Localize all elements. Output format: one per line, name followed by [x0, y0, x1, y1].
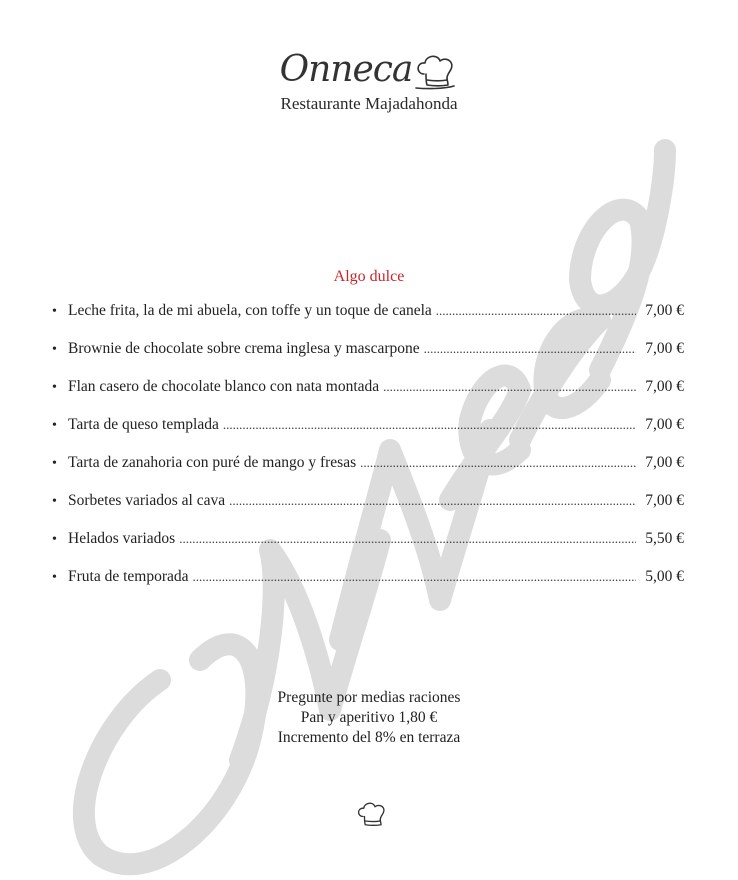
bullet-icon: • — [52, 342, 57, 357]
menu-item-price: 7,00 € — [645, 416, 684, 433]
dot-leader — [436, 303, 636, 319]
menu-item-name: Fruta de temporada — [68, 568, 189, 585]
chef-hat-icon — [355, 800, 389, 830]
bullet-icon: • — [52, 380, 57, 395]
menu-item — [52, 454, 684, 492]
menu-item-price: 5,00 € — [645, 568, 684, 585]
menu-item-name: Leche frita, la de mi abuela, con toffe y un toque de canela — [68, 302, 432, 319]
menu-item-price: 7,00 € — [645, 378, 684, 395]
dot-leader — [360, 455, 636, 471]
dot-leader — [229, 493, 636, 509]
menu-item — [52, 302, 684, 340]
menu-item — [52, 378, 684, 416]
menu-item-price: 7,00 € — [645, 340, 684, 357]
bullet-icon: • — [52, 570, 57, 585]
footer-note-terrace: Incremento del 8% en terraza — [277, 729, 461, 746]
menu-footer-notes — [0, 688, 738, 748]
dot-leader — [179, 531, 636, 547]
logo-text: Onneca — [279, 49, 413, 90]
chef-hat-icon — [414, 52, 458, 92]
footer-note-half-portions: Pregunte por medias raciones — [277, 689, 461, 706]
menu-item-name: Flan casero de chocolate blanco con nata montada — [68, 378, 380, 395]
footer-note-bread: Pan y aperitivo 1,80 € — [300, 709, 438, 726]
section-title: Algo dulce — [333, 268, 405, 285]
bullet-icon: • — [52, 494, 57, 509]
menu-item-price: 5,50 € — [645, 530, 684, 547]
dessert-menu-list — [52, 302, 684, 606]
menu-item-name: Brownie de chocolate sobre crema inglesa y mascarpone — [68, 340, 420, 357]
menu-item-name: Tarta de queso templada — [68, 416, 219, 433]
menu-item-price: 7,00 € — [645, 302, 684, 319]
dot-leader — [383, 379, 636, 395]
menu-item — [52, 492, 684, 530]
bullet-icon: • — [52, 456, 57, 471]
menu-item-price: 7,00 € — [645, 492, 684, 509]
dot-leader — [223, 417, 636, 433]
dot-leader — [424, 341, 636, 357]
restaurant-subtitle: Restaurante Majadahonda — [280, 94, 458, 113]
menu-item-name: Helados variados — [68, 530, 176, 547]
restaurant-header — [0, 40, 738, 114]
bullet-icon: • — [52, 304, 57, 319]
bullet-icon: • — [52, 532, 57, 547]
menu-item — [52, 530, 684, 568]
menu-item — [52, 416, 684, 454]
dot-leader — [193, 569, 636, 585]
menu-item — [52, 568, 684, 606]
logo — [0, 40, 738, 92]
menu-item-price: 7,00 € — [645, 454, 684, 471]
menu-item-name: Sorbetes variados al cava — [68, 492, 226, 509]
menu-item-name: Tarta de zanahoria con puré de mango y fresas — [68, 454, 357, 471]
bullet-icon: • — [52, 418, 57, 433]
menu-item — [52, 340, 684, 378]
